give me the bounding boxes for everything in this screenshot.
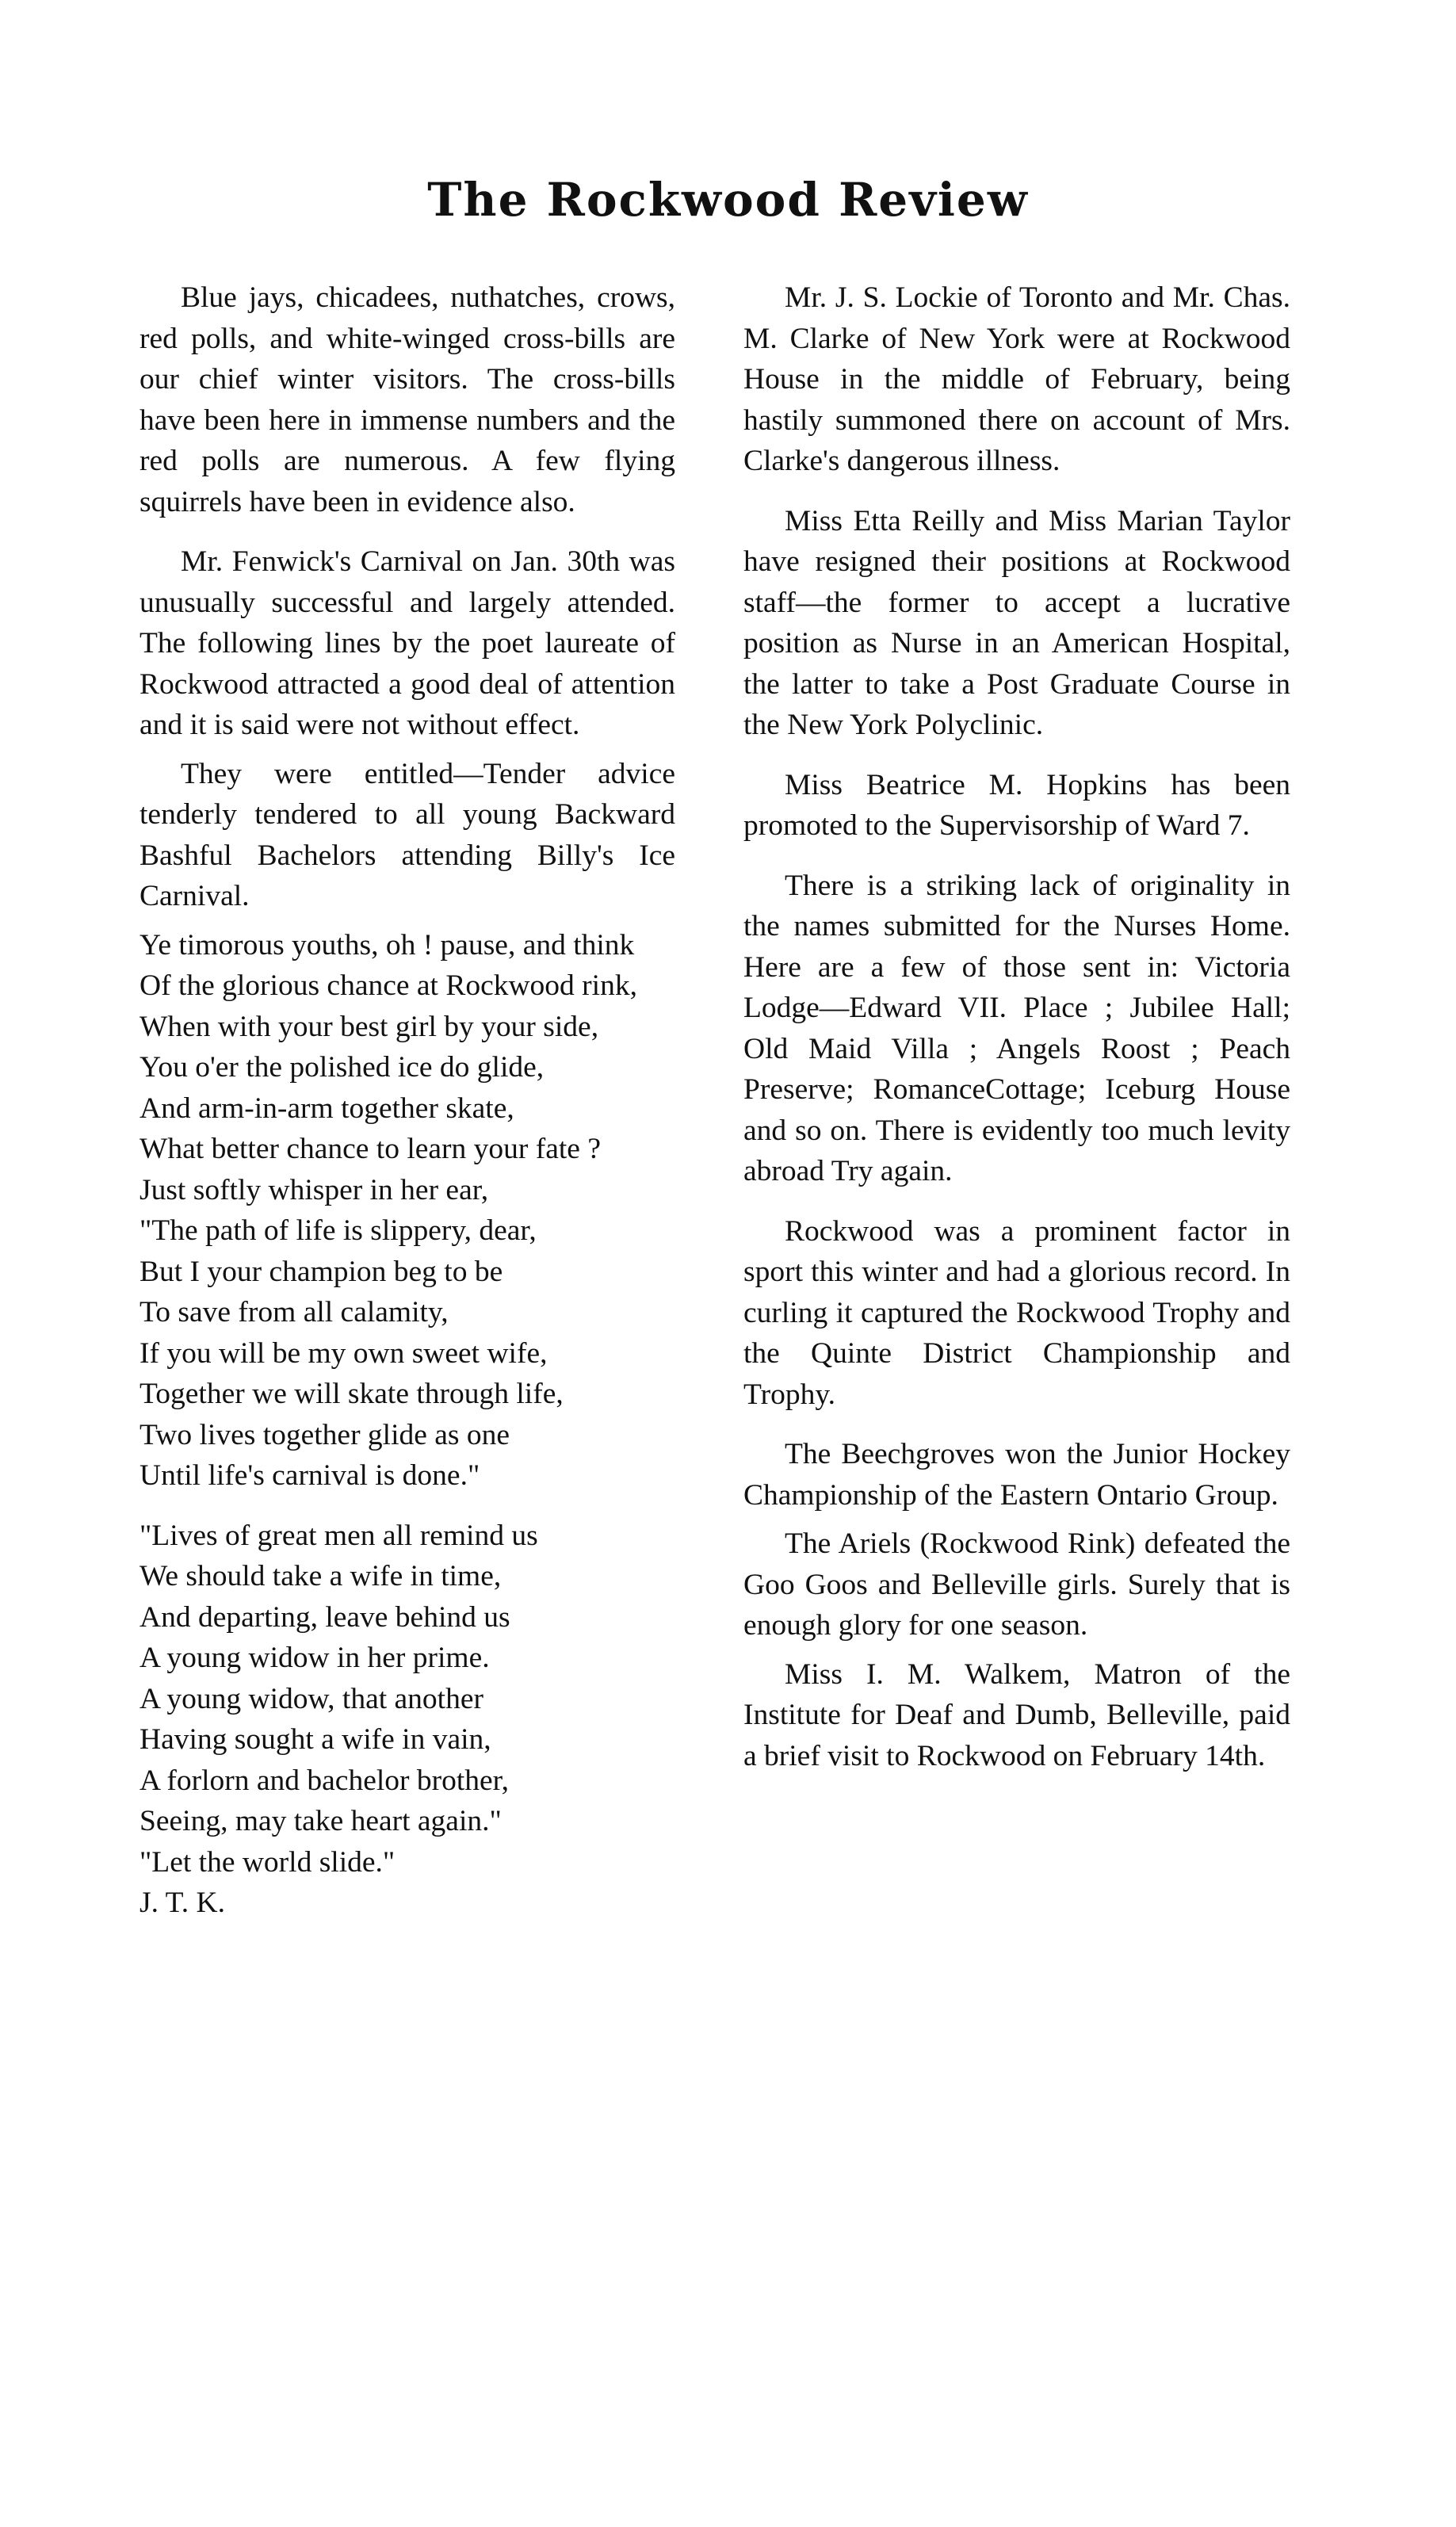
poem-line: And arm-in-arm together skate, [139, 1091, 514, 1125]
news-item: Rockwood was a prominent factor in sport this winter and had a glorious record. In curling it captured the Rockwood Trophy and the Quinte District Championship and Trophy. [743, 1214, 1290, 1411]
poem-line: You o'er the polished ice do glide, [139, 1051, 545, 1084]
news-item: The Beechgroves won the Junior Hockey Championship of the Eastern Ontario Group. [743, 1438, 1290, 1512]
news-item: Miss I. M. Walkem, Matron of the Institute for Deaf and Dumb, Belleville, paid a brief visit to Rockwood on February 14th. [743, 1657, 1290, 1772]
poem-line: A young widow, that another [139, 1682, 483, 1715]
poem-line: Until life's carnival is done." [139, 1459, 480, 1492]
news-item: Mr. J. S. Lockie of Toronto and Mr. Chas. M. Clarke of New York were at Rockwood House in the middle of February, being hastily summoned there on account of Mrs. Clarke's dangerous illness. [743, 281, 1290, 477]
poem-line: If you will be my own sweet wife, [139, 1336, 548, 1370]
closing-line: "Let the world slide." [139, 1845, 396, 1879]
poem-line: "Lives of great men all remind us [139, 1519, 538, 1552]
poem-line: Seeing, may take heart again." [139, 1805, 502, 1837]
poem-intro-paragraph: They were entitled—Tender advice tenderly tendered to all young Backward Bashful Bachelors attending Billy's Ice Carnival. [139, 757, 675, 912]
carnival-paragraph: Mr. Fenwick's Carnival on Jan. 30th was unusually successful and largely attended. The following lines by the poet laureate of Rockwood attracted a good deal of attention and it is said were not without effect. [139, 545, 675, 741]
poem-line: But I your champion beg to be [139, 1255, 503, 1288]
poem-line: Having sought a wife in vain, [139, 1723, 491, 1756]
poem-line: We should take a wife in time, [139, 1560, 502, 1592]
poem-line: Two lives together glide as one [139, 1418, 510, 1451]
poem-line: Just softly whisper in her ear, [139, 1173, 489, 1206]
lives-poem [139, 1516, 675, 1842]
poem-line: A young widow in her prime. [139, 1642, 490, 1674]
poem-line: Ye timorous youths, oh ! pause, and think [139, 928, 635, 961]
poem-line: When with your best girl by your side, [139, 1010, 599, 1043]
right-column [743, 277, 1290, 1776]
news-item: Miss Beatrice M. Hopkins has been promoted to the Supervisorship of Ward 7. [743, 768, 1290, 842]
news-item: Miss Etta Reilly and Miss Marian Taylor have resigned their positions at Rockwood staff—the former to accept a lucrative position as Nurse in an American Hospital, the latter to take a Post Graduate Course in the New York Polyclinic. [743, 504, 1290, 741]
poem-line: To save from all calamity, [139, 1296, 449, 1328]
poem-line: A forlorn and bachelor brother, [139, 1764, 510, 1797]
poem-line: Of the glorious chance at Rockwood rink, [139, 969, 637, 1002]
poem-line: Together we will skate through life, [139, 1378, 564, 1410]
birds-paragraph: Blue jays, chicadees, nuthatches, crows, red polls, and white-winged cross-bills are our chief winter visitors. The cross-bills have been here in immense numbers and the red polls are numerous. A few flying squirrels have been in evidence also. [139, 281, 675, 518]
carnival-poem [139, 925, 675, 1497]
poem-line: What better chance to learn your fate ? [139, 1133, 601, 1165]
news-item: There is a striking lack of originality in the names submitted for the Nurses Home. Here are a few of those sent in: Victoria Lodge—Edward VII. Place ; Jubilee Hall; Old Maid Villa ; Angels Roost ; Peach Preserve; RomanceCottage; Iceburg House and so on. There is evidently too much levity abroad Try again. [743, 869, 1290, 1187]
masthead-title: The Rockwood Review [427, 173, 1029, 227]
poem-line: "The path of life is slippery, dear, [139, 1214, 537, 1247]
author-signature: J. T. K. [139, 1887, 225, 1919]
left-column [139, 277, 675, 1924]
poem-line: And departing, leave behind us [139, 1600, 510, 1634]
news-item: The Ariels (Rockwood Rink) defeated the Goo Goos and Belleville girls. Surely that is enough glory for one season. [743, 1527, 1290, 1642]
